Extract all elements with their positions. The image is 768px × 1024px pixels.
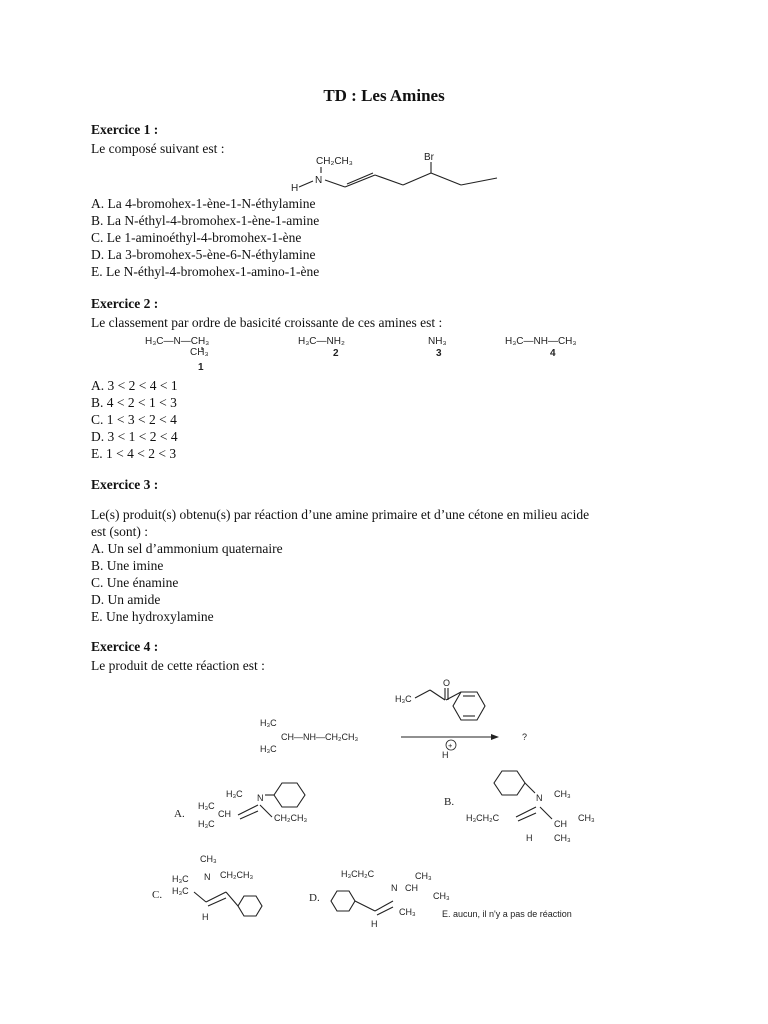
ex3-option-c: C. Une énamine — [91, 575, 179, 590]
ex1-n-label: N — [315, 175, 323, 186]
answer-d-label-3: N — [391, 883, 398, 893]
answer-c-label-1: CH₃ — [200, 854, 217, 864]
amine-1-formula: H₃C—N—CH₃ — [145, 336, 210, 347]
ex3-prompt-line-1: Le(s) produit(s) obtenu(s) par réaction d’une amine primaire et d’une cétone en milieu acide — [91, 507, 590, 522]
catalyst-h: H — [442, 750, 449, 760]
ex1-heading: Exercice 1 : — [91, 122, 159, 137]
ex2-option-a: A. 3 < 2 < 4 < 1 — [91, 378, 178, 393]
ex1-option-c: C. Le 1-aminoéthyl-4-bromohex-1-ène — [91, 230, 302, 245]
answer-a-label-6: CH₂CH₃ — [274, 813, 308, 823]
answer-a-label-5: H₃C — [198, 819, 215, 829]
ex3-option-b: B. Une imine — [91, 558, 164, 573]
ex3-option-d: D. Un amide — [91, 592, 161, 607]
amine-4-number: 4 — [550, 348, 556, 359]
amine-main-chain: CH—NH—CH₂CH₃ — [281, 732, 359, 742]
answer-d-label-4: CH — [405, 883, 418, 893]
answer-b-label-4: CH₃ — [578, 813, 595, 823]
amine-top-methyl: H₃C — [260, 718, 277, 728]
amine-2-number: 2 — [333, 348, 339, 359]
answer-b-label-1: N — [536, 793, 543, 803]
ex1-option-a: A. La 4-bromohex-1-ène-1-N-éthylamine — [91, 196, 316, 211]
answer-b-label-3: H₃CH₂C — [466, 813, 500, 823]
answer-e-text: E. aucun, il n'y a pas de réaction — [442, 909, 572, 919]
ex1-ethyl-label: CH₂CH₃ — [316, 156, 353, 167]
ex1-option-b: B. La N-éthyl-4-bromohex-1-ène-1-amine — [91, 213, 320, 228]
ex4-reaction — [255, 680, 555, 762]
ex2-option-d: D. 3 < 1 < 2 < 4 — [91, 429, 178, 444]
answer-a-label-4: CH — [218, 809, 231, 819]
ex2-option-b: B. 4 < 2 < 1 < 3 — [91, 395, 177, 410]
ex3-prompt-line-2: est (sont) : — [91, 524, 148, 539]
ex4-answer-e — [442, 905, 642, 925]
ex1-prompt: Le composé suivant est : — [91, 141, 225, 156]
ex3-heading: Exercice 3 : — [91, 477, 159, 492]
answer-a-label-2: N — [257, 793, 264, 803]
answer-b-label-6: H — [526, 833, 533, 843]
answer-a-label-3: H₃C — [198, 801, 215, 811]
answer-c-label-2: N — [204, 872, 211, 882]
answer-a-letter: A. — [174, 808, 185, 820]
amine-3-number: 3 — [436, 348, 442, 359]
answer-c-label-6: H — [202, 912, 209, 922]
ex4-answer-b — [440, 765, 620, 845]
ketone-oxygen-label: O — [443, 678, 451, 688]
ex2-heading: Exercice 2 : — [91, 296, 159, 311]
ex2-prompt: Le classement par ordre de basicité croissante de ces amines est : — [91, 315, 443, 330]
ex2-option-c: C. 1 < 3 < 2 < 4 — [91, 412, 177, 427]
ex1-h-label: H — [291, 183, 299, 194]
amine-bottom-methyl: H₃C — [260, 744, 277, 754]
ex1-option-e: E. Le N-éthyl-4-bromohex-1-amino-1-ène — [91, 264, 320, 279]
ex4-answer-a — [170, 765, 360, 845]
answer-b-label-5: CH — [554, 819, 567, 829]
answer-a-label-1: H₃C — [226, 789, 243, 799]
answer-d-label-1: H₃CH₂C — [341, 869, 375, 879]
answer-d-label-2: CH₃ — [415, 871, 432, 881]
answer-b-letter: B. — [444, 796, 455, 808]
amine-1-sub: CH₃ — [190, 347, 209, 358]
ex1-option-d: D. La 3-bromohex-5-ène-6-N-éthylamine — [91, 247, 316, 262]
amine-1-number: 1 — [198, 362, 204, 373]
answer-d-letter: D. — [309, 892, 320, 904]
answer-c-label-3: CH₂CH₃ — [220, 870, 254, 880]
ex1-structure — [285, 150, 505, 200]
answer-d-label-5: CH₃ — [433, 891, 450, 901]
ex4-answer-c — [148, 852, 288, 932]
ex4-answer-d — [305, 855, 465, 935]
answer-c-letter: C. — [152, 889, 163, 901]
ex3-option-a: A. Un sel d’ammonium quaternaire — [91, 541, 283, 556]
answer-b-label-7: CH₃ — [554, 833, 571, 843]
answer-b-label-2: CH₃ — [554, 789, 571, 799]
amine-4-formula: H₃C—NH—CH₃ — [505, 336, 577, 347]
answer-c-label-5: H₃C — [172, 886, 189, 896]
amine-3-formula: NH₃ — [428, 336, 447, 347]
answer-d-label-7: H — [371, 919, 378, 929]
catalyst-plus: + — [448, 741, 453, 750]
amine-2-formula: H₃C—NH₂ — [298, 336, 345, 347]
ex4-heading: Exercice 4 : — [91, 639, 159, 654]
answer-d-label-6: CH₃ — [399, 907, 416, 917]
ex2-option-e: E. 1 < 4 < 2 < 3 — [91, 446, 177, 461]
reaction-question-mark: ? — [522, 732, 528, 742]
ex2-amines — [140, 332, 640, 374]
ex4-prompt: Le produit de cette réaction est : — [91, 658, 265, 673]
ex3-option-e: E. Une hydroxylamine — [91, 609, 214, 624]
answer-c-label-4: H₃C — [172, 874, 189, 884]
ex1-br-label: Br — [424, 152, 434, 163]
ketone-methyl-label: H₃C — [395, 694, 412, 704]
page-title: TD : Les Amines — [323, 86, 445, 105]
